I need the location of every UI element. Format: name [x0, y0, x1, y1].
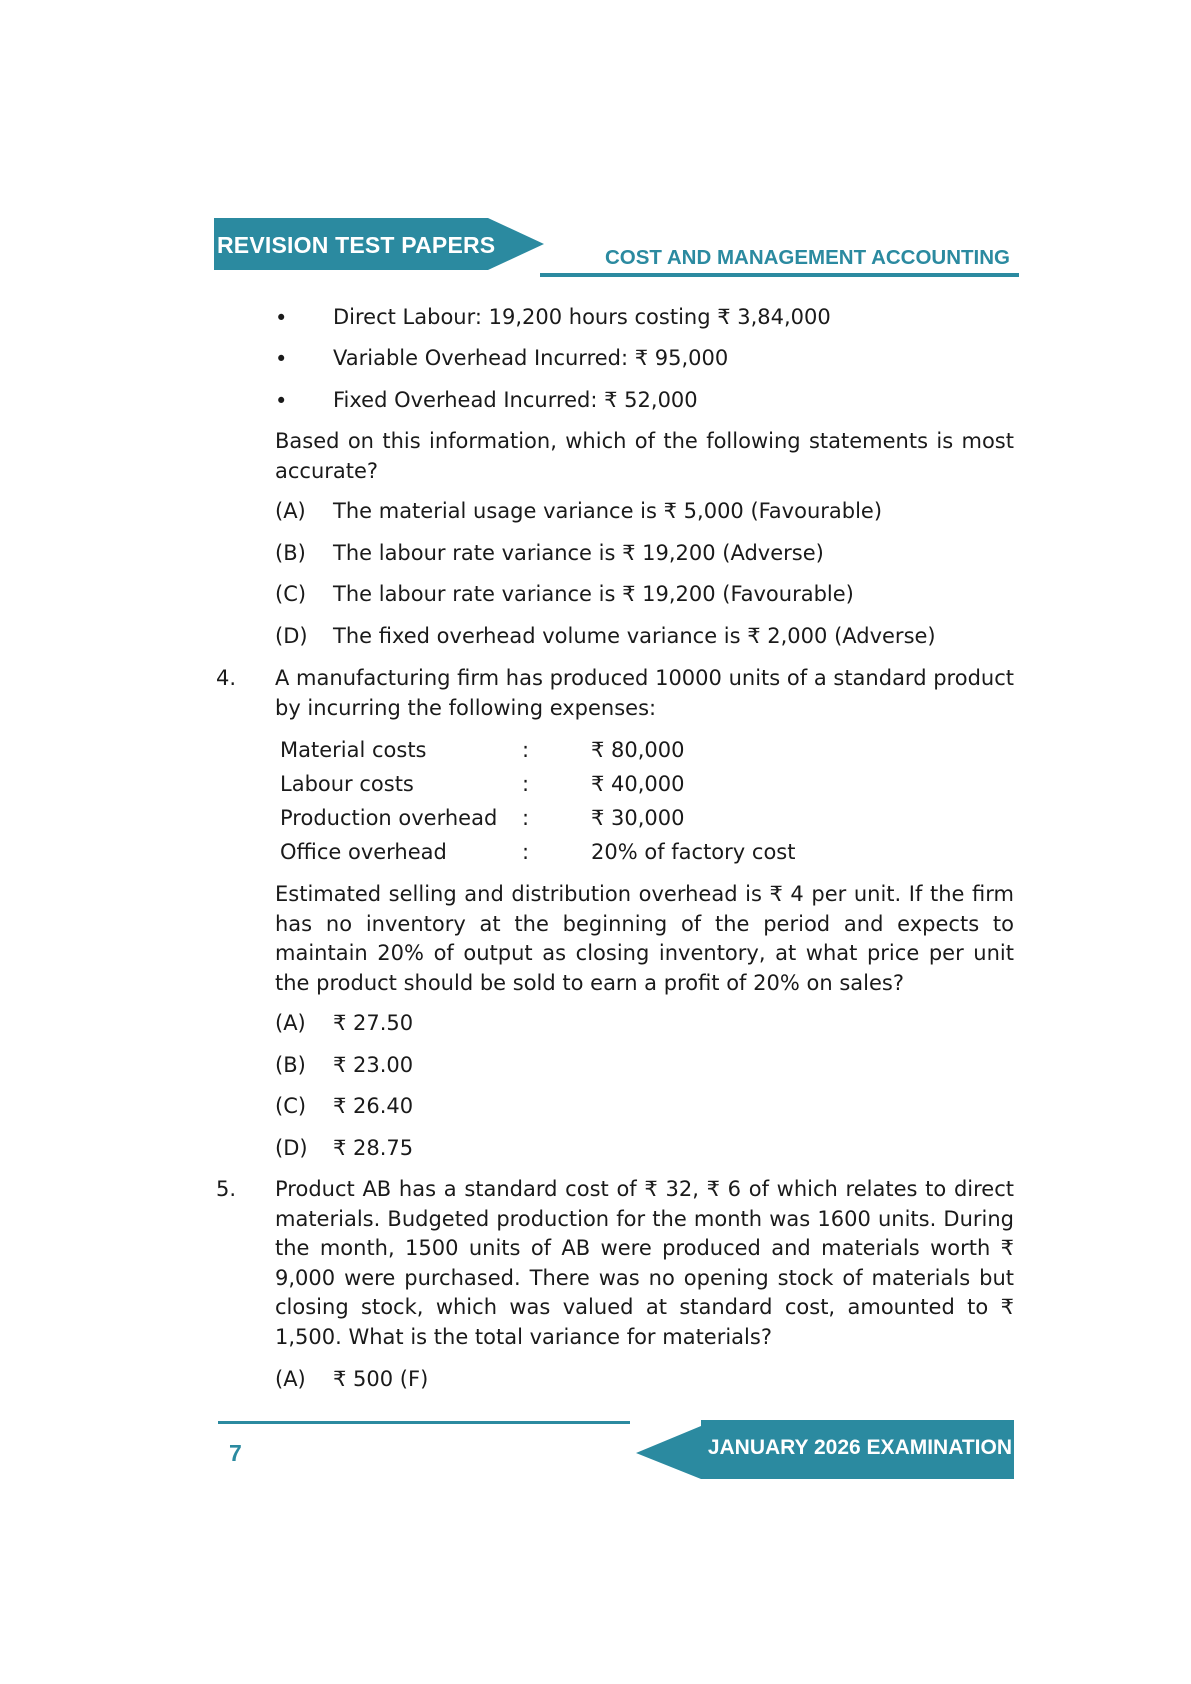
- footer-banner: [636, 1420, 1014, 1479]
- option-text: ₹ 23.00: [333, 1053, 414, 1077]
- question-4-intro: A manufacturing firm has produced 10000 units of a standard product by incurring the following expenses:: [275, 666, 1014, 720]
- header-banner-left: [214, 218, 544, 278]
- option-text: ₹ 27.50: [333, 1011, 414, 1035]
- table-sep: :: [522, 806, 530, 830]
- bullet-text: Direct Labour: 19,200 hours costing ₹ 3,84,000: [333, 305, 831, 329]
- table-item: Office overhead: [280, 840, 447, 864]
- option-label: (D): [275, 1136, 308, 1160]
- question-number: 5.: [216, 1177, 237, 1201]
- option-text: The labour rate variance is ₹ 19,200 (Adverse): [333, 541, 824, 565]
- header-divider: [540, 273, 1019, 277]
- header-right-title: COST AND MANAGEMENT ACCOUNTING: [604, 246, 1010, 269]
- page-number: 7: [229, 1440, 242, 1466]
- bullet-text: Fixed Overhead Incurred: ₹ 52,000: [333, 388, 698, 412]
- table-item: Production overhead: [280, 806, 498, 830]
- option-label: (C): [275, 1094, 307, 1118]
- option-label: (A): [275, 1367, 306, 1391]
- option-text: ₹ 26.40: [333, 1094, 414, 1118]
- table-sep: :: [522, 772, 530, 796]
- option-label: (D): [275, 624, 308, 648]
- bullet-dot: •: [275, 389, 288, 413]
- option-label: (B): [275, 541, 306, 565]
- header-left-title: REVISION TEST PAPERS: [217, 232, 496, 258]
- option-label: (C): [275, 582, 307, 606]
- table-item: Material costs: [280, 738, 427, 762]
- option-text: The material usage variance is ₹ 5,000 (Favourable): [333, 499, 883, 523]
- table-item: Labour costs: [280, 772, 414, 796]
- bullet-dot: •: [275, 347, 288, 371]
- question-4-body: Estimated selling and distribution overhead is ₹ 4 per unit. If the firm has no inventory at the beginning of the period and expects to maintain 20% of output as closing inventory, at what price per unit the product should be sold to earn a profit of 20% on sales?: [275, 882, 1014, 995]
- option-label: (B): [275, 1053, 306, 1077]
- option-text: ₹ 500 (F): [333, 1367, 429, 1391]
- option-label: (A): [275, 1011, 306, 1035]
- question-5-body: Product AB has a standard cost of ₹ 32, ₹ 6 of which relates to direct materials. Budgeted production for the month was 1600 units. During the month, 1500 units of AB were produced and materials worth ₹ 9,000 were purchased. There was no opening stock of materials but closing stock, which was valued at standard cost, amounted to ₹ 1,500. What is the total variance for materials?: [275, 1177, 1014, 1349]
- table-value: ₹ 40,000: [591, 772, 685, 796]
- question-number: 4.: [216, 666, 237, 690]
- bullet-dot: •: [275, 306, 288, 330]
- table-sep: :: [522, 738, 530, 762]
- bullet-text: Variable Overhead Incurred: ₹ 95,000: [333, 346, 729, 370]
- table-value: 20% of factory cost: [591, 840, 796, 864]
- table-value: ₹ 80,000: [591, 738, 685, 762]
- footer-exam-title: JANUARY 2026 EXAMINATION: [707, 1436, 1012, 1459]
- option-text: The labour rate variance is ₹ 19,200 (Favourable): [333, 582, 854, 606]
- footer-divider: [218, 1421, 630, 1424]
- option-text: The fixed overhead volume variance is ₹ 2,000 (Adverse): [333, 624, 936, 648]
- question-3-prompt: Based on this information, which of the following statements is most accurate?: [275, 429, 1014, 483]
- table-sep: :: [522, 840, 530, 864]
- table-value: ₹ 30,000: [591, 806, 685, 830]
- option-text: ₹ 28.75: [333, 1136, 414, 1160]
- option-label: (A): [275, 499, 306, 523]
